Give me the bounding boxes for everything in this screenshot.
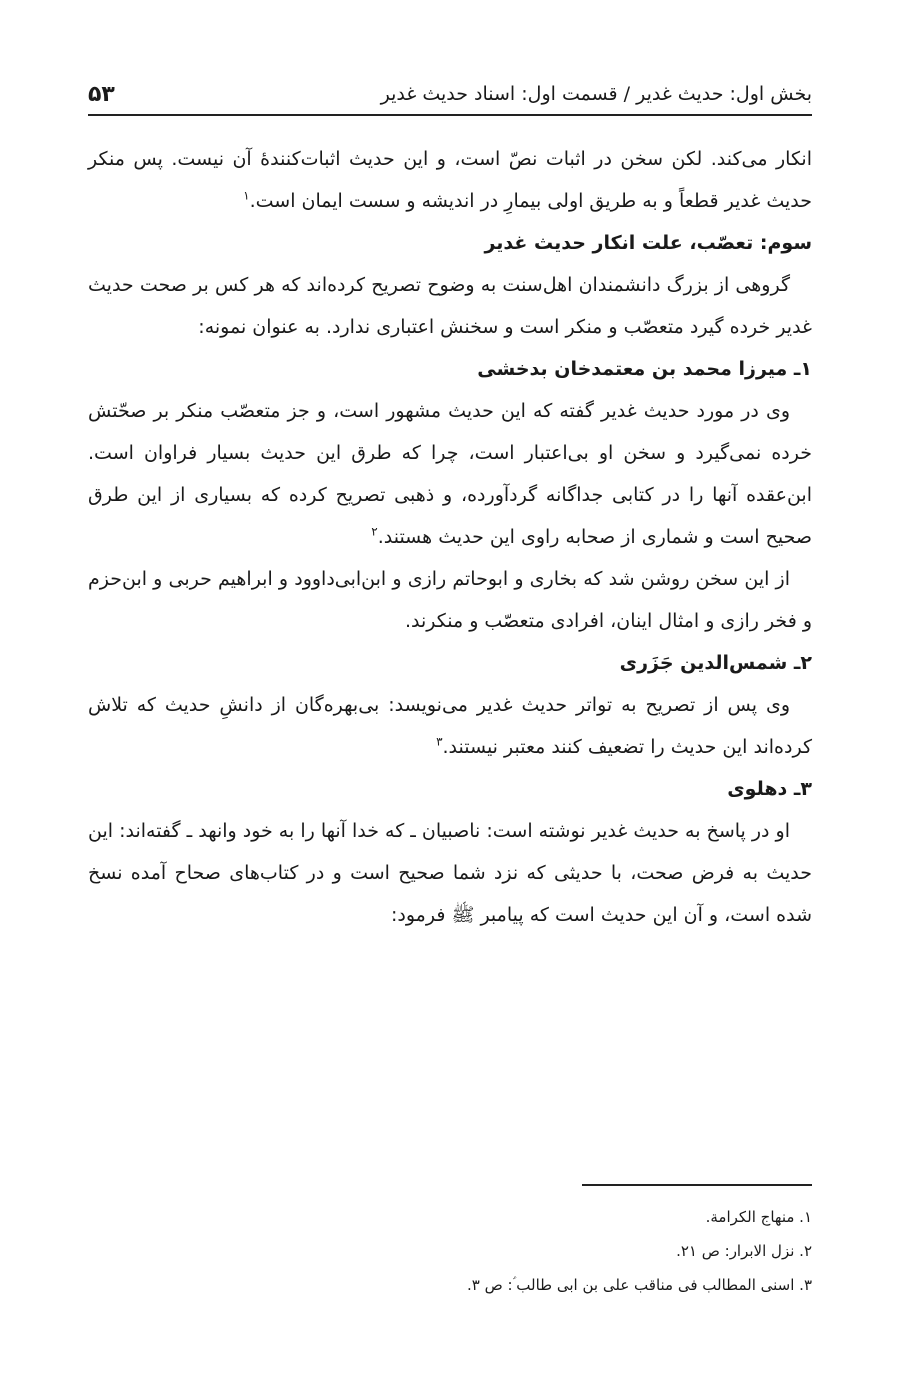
- paragraph-3: وی در مورد حدیث غدیر گفته که این حدیث مشهور است، و جز متعصّب منکر بر صحّتش خرده نمی‌گیرد و سخن او بی‌اعتبار است، چرا که طرق این حدیث بسیار فراوان است. ابن‌عقده آنها را در کتابی جداگانه گردآورده، و ذهبی تصریح کرده که بسیاری از این طرق صحیح است و شماری از صحابه راوی این حدیث هستند.$^۲$: [88, 400, 812, 548]
- subheading-1: ۱ـ میرزا محمد بن معتمدخان بدخشی: [477, 358, 812, 380]
- subheading-2: ۲ـ شمس‌الدین جَزَری: [619, 652, 812, 674]
- running-header: [88, 74, 812, 116]
- footnote-3: ۳. اسنی المطالب فی مناقب علی بن ابی طالب ؑ: ص ۳.: [466, 1276, 812, 1294]
- paragraph-4: از این سخن روشن شد که بخاری و ابوحاتم رازی و ابن‌ابی‌داوود و ابراهیم حربی و ابن‌حزم و فخر رازی و امثال اینان، افرادی متعصّب و منکرند.: [88, 568, 812, 632]
- footnote-ref-1[interactable]: ۱: [243, 188, 250, 203]
- paragraph-6: او در پاسخ به حدیث غدیر نوشته است: ناصبیان ـ که خدا آنها را به خود وانهد ـ گفته‌اند: این حدیث به فرض صحت، با حدیثی که نزد شما صحیح است و در کتاب‌های صحاح آمده نسخ شده است، و آن این حدیث است که پیامبر ﷺ فرمود:: [88, 820, 812, 926]
- footnote-ref-3[interactable]: ۳: [436, 734, 443, 749]
- footnote-2: ۲. نزل الابرار: ص ۲۱.: [676, 1242, 812, 1260]
- paragraph-2: گروهی از بزرگ دانشمندان اهل‌سنت به وضوح تصریح کرده‌اند که هر کس بر صحت حدیث غدیر خرده گیرد متعصّب و منکر است و سخنش اعتباری ندارد. به عنوان نمونه:: [88, 274, 812, 338]
- body-text: [88, 138, 812, 936]
- footnote-1: ۱. منهاج الکرامة.: [705, 1208, 812, 1226]
- book-page: [88, 0, 812, 1390]
- page-number: ۵۳: [88, 81, 115, 107]
- subheading-3: ۳ـ دهلوی: [727, 778, 812, 800]
- header-title: بخش اول: حدیث غدیر / قسمت اول: اسناد حدیث غدیر: [380, 83, 812, 105]
- footnote-ref-2[interactable]: ۲: [371, 524, 378, 539]
- paragraph-1: انکار می‌کند. لکن سخن در اثبات نصّ است، و این حدیث اثبات‌کنندهٔ آن نیست. پس منکر حدیث غدیر قطعاً و به طریق اولی بیمارِ در اندیشه و سست ایمان است.$^۱$: [88, 148, 812, 212]
- footnotes: [88, 1200, 812, 1302]
- paragraph-5: وی پس از تصریح به تواتر حدیث غدیر می‌نویسد: بی‌بهره‌گان از دانشِ حدیث که تلاش کرده‌اند این حدیث را تضعیف کنند معتبر نیستند.$^۳$: [88, 694, 812, 758]
- footnote-divider: [582, 1184, 812, 1186]
- section-heading: سوم: تعصّب، علت انکار حدیث غدیر: [484, 232, 812, 254]
